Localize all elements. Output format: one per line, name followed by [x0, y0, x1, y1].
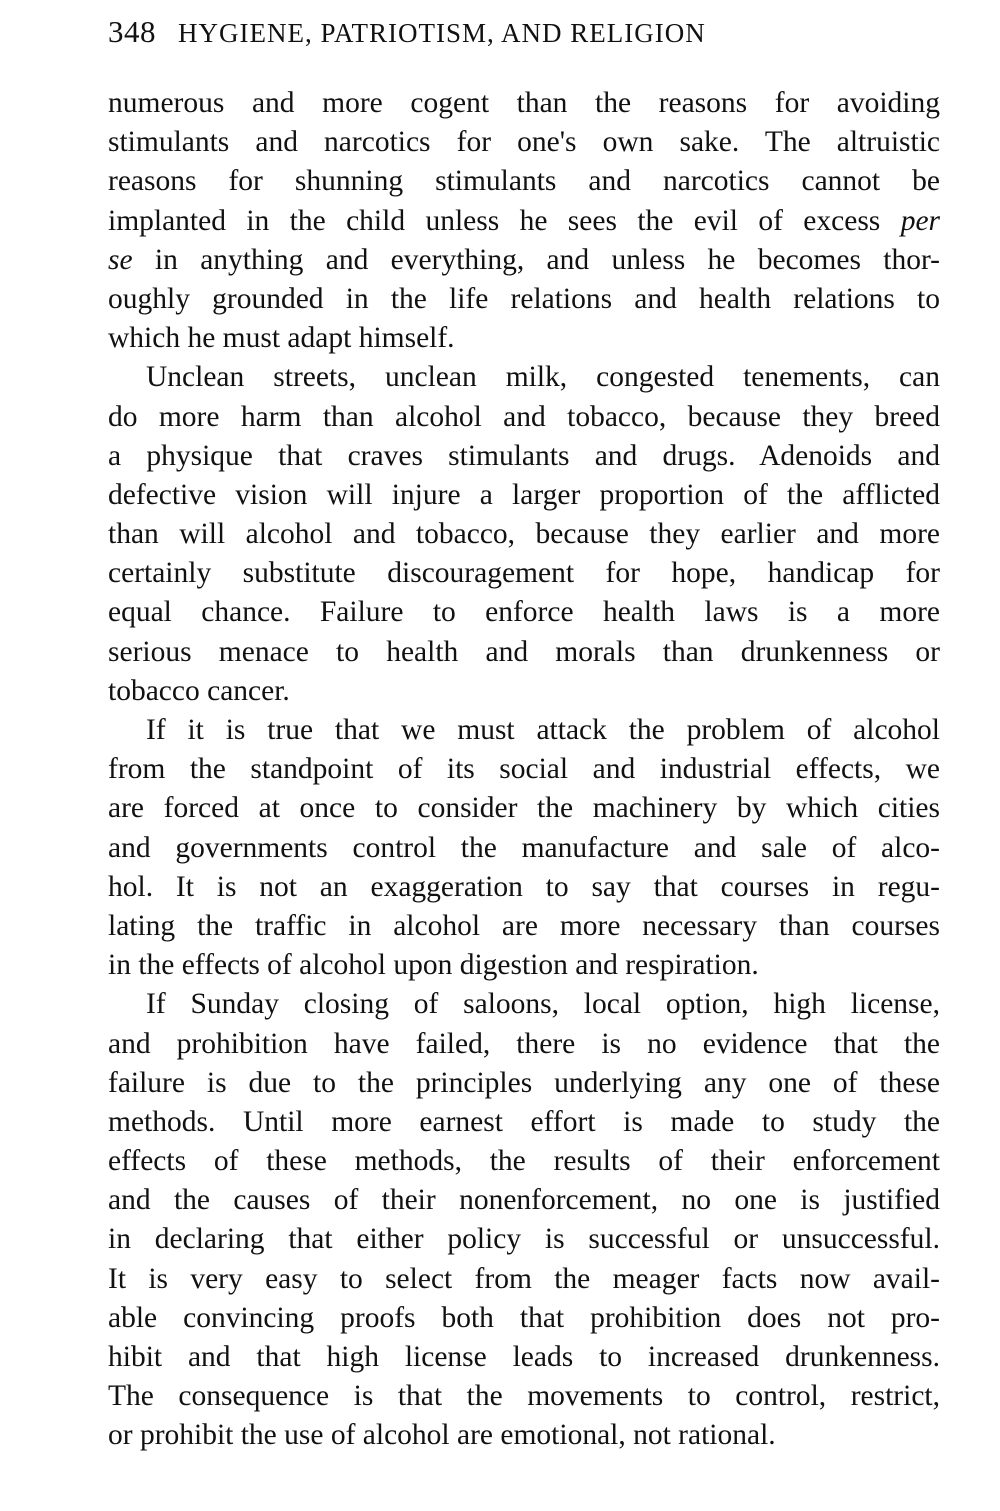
text-line: defective vision will injure a larger proportion of the afflicted [108, 478, 940, 511]
text-segment: in anything and everything, and unless he becomes thor- [154, 243, 941, 276]
text-line: certainly substitute discouragement for hope, handicap for [108, 557, 940, 590]
text-line: Unclean streets, unclean milk, congested tenements, can [146, 361, 940, 394]
text-line: lating the traffic in alcohol are more necessary than courses [108, 909, 940, 942]
text-line: failure is due to the principles underlying any one of these [108, 1066, 940, 1099]
italic-text: se [108, 243, 133, 276]
text-line: If it is true that we must attack the problem of alcohol [146, 714, 940, 746]
text-line [108, 202, 940, 241]
text-line: reasons for shunning stimulants and narcotics cannot be [108, 165, 940, 198]
text-line: equal chance. Failure to enforce health laws is a more [108, 596, 940, 629]
paragraph [108, 358, 940, 711]
body-text [108, 84, 940, 1456]
running-head [108, 14, 940, 58]
text-line: effects of these methods, the results of their enforcement [108, 1145, 940, 1178]
text-segment: implanted in the child unless he sees the evil of excess [108, 204, 881, 237]
paragraph [108, 985, 940, 1455]
text-line: a physique that craves stimulants and drugs. Adenoids and [108, 439, 940, 472]
text-line: If Sunday closing of saloons, local option, high license, [146, 988, 940, 1021]
paragraph [108, 84, 940, 358]
text-line: from the standpoint of its social and industrial effects, we [108, 753, 940, 786]
text-line: numerous and more cogent than the reasons for avoiding [108, 87, 940, 119]
paragraph [108, 711, 940, 985]
text-line: or prohibit the use of alcohol are emotional, not rational. [108, 1419, 776, 1452]
text-line: stimulants and narcotics for one's own sake. The altruistic [108, 126, 940, 159]
text-line: hol. It is not an exaggeration to say that courses in regu- [108, 870, 940, 903]
page-number: 348 [108, 14, 156, 49]
text-line: than will alcohol and tobacco, because they earlier and more [108, 518, 940, 551]
text-line: which he must adapt himself. [108, 322, 455, 355]
text-line: able convincing proofs both that prohibition does not pro- [108, 1301, 940, 1334]
text-line: oughly grounded in the life relations and health relations to [108, 282, 940, 315]
text-line [108, 241, 940, 280]
text-line: tobacco cancer. [108, 674, 290, 707]
italic-text: per [900, 204, 941, 237]
text-line: and prohibition have failed, there is no evidence that the [108, 1027, 940, 1060]
text-line: and the causes of their nonenforcement, no one is justified [108, 1184, 940, 1217]
text-line: hibit and that high license leads to increased drunkenness. [108, 1341, 940, 1373]
text-line: in declaring that either policy is successful or unsuccessful. [108, 1223, 940, 1256]
text-line: and governments control the manufacture and sale of alco- [108, 831, 940, 864]
text-line: in the effects of alcohol upon digestion and respiration. [108, 949, 759, 982]
text-line: do more harm than alcohol and tobacco, because they breed [108, 400, 940, 433]
text-line: methods. Until more earnest effort is made to study the [108, 1105, 940, 1138]
book-page [108, 14, 940, 1456]
running-title: HYGIENE, PATRIOTISM, AND RELIGION [178, 18, 706, 48]
text-line: are forced at once to consider the machinery by which cities [108, 792, 940, 825]
text-line: It is very easy to select from the meager facts now avail- [108, 1262, 940, 1295]
text-line: The consequence is that the movements to control, restrict, [108, 1380, 940, 1413]
text-line: serious menace to health and morals than drunkenness or [108, 635, 940, 668]
